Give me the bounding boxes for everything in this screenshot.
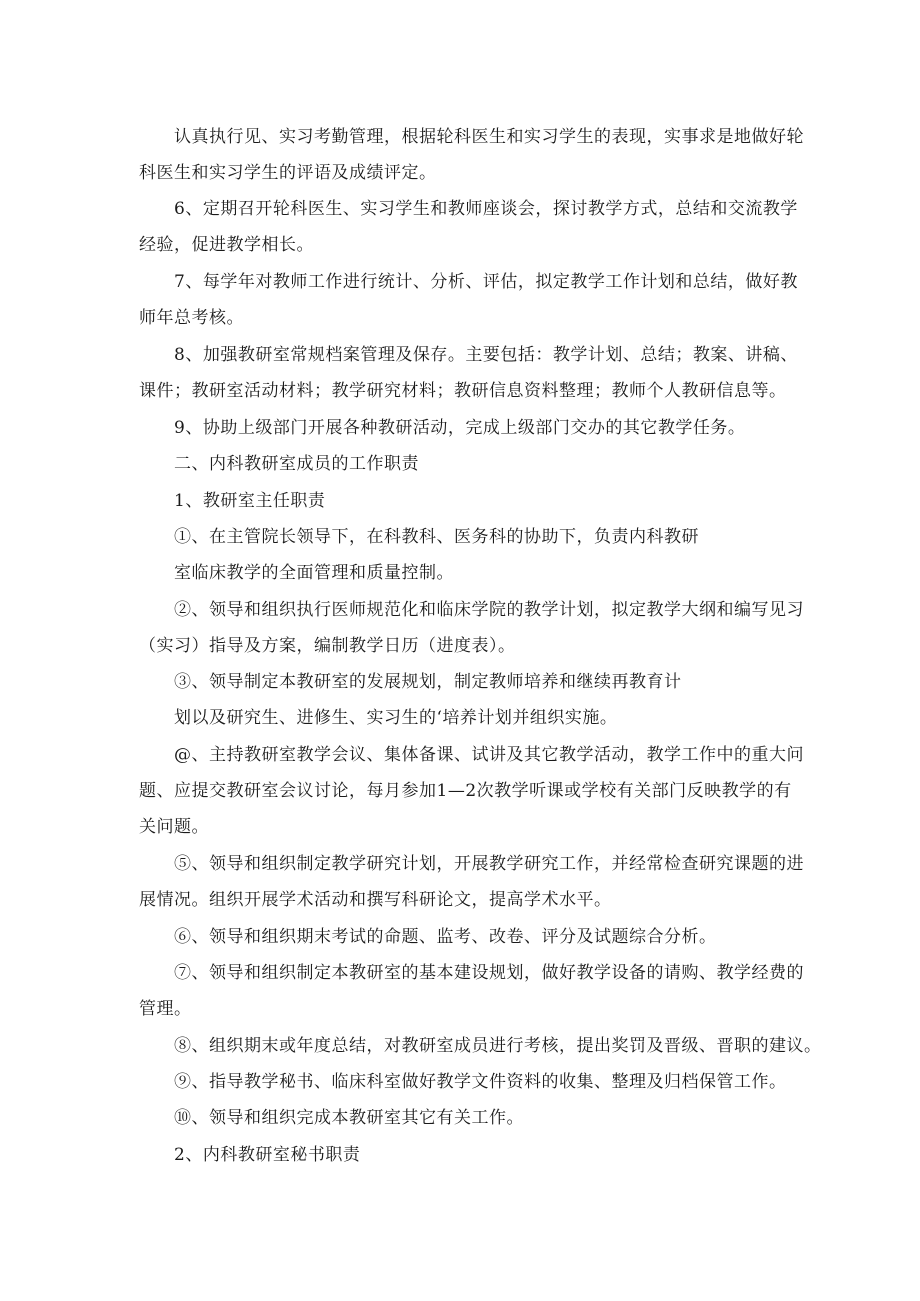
paragraph-line: ⑦、领导和组织制定本教研室的基本建设规划，做好教学设备的请购、教学经费的 — [174, 963, 804, 983]
paragraph-line: 7、每学年对教师工作进行统计、分析、评估，拟定教学工作计划和总结，做好教 — [174, 272, 798, 292]
paragraph-line: ⑨、指导教学秘书、临床科室做好教学文件资料的收集、整理及归档保管工作。 — [174, 1072, 787, 1092]
paragraph-line: 9、协助上级部门开展各种教研活动，完成上级部门交办的其它教学任务。 — [174, 418, 746, 438]
paragraph-line: 管理。 — [139, 999, 192, 1019]
paragraph-line: ②、领导和组织执行医师规范化和临床学院的教学计划，拟定教学大纲和编写见习 — [174, 600, 804, 620]
subsection-heading: 2、内科教研室秘书职责 — [174, 1145, 361, 1165]
paragraph-line: （实习）指导及方案，编制教学日历（进度表）。 — [139, 636, 516, 656]
paragraph-line: ⑩、领导和组织完成本教研室其它有关工作。 — [174, 1108, 524, 1128]
paragraph-line: ⑤、领导和组织制定教学研究计划，开展教学研究工作，并经常检查研究课题的进 — [174, 854, 804, 874]
paragraph-line: 认真执行见、实习考勤管理，根据轮科医生和实习学生的表现，实事求是地做好轮 — [174, 127, 804, 147]
paragraph-line: 关问题。 — [139, 817, 209, 837]
paragraph-line: 展情况。组织开展学术活动和撰写科研论文，提高学术水平。 — [139, 890, 612, 910]
paragraph-line: 科医生和实习学生的评语及成绩评定。 — [139, 163, 437, 183]
paragraph-line: 6、定期召开轮科医生、实习学生和教师座谈会，探讨教学方式，总结和交流教学 — [174, 199, 798, 219]
section-heading: 二、内科教研室成员的工作职责 — [174, 454, 419, 474]
subsection-heading: 1、教研室主任职责 — [174, 491, 326, 511]
paragraph-line: @、主持教研室教学会议、集体备课、试讲及其它教学活动，教学工作中的重大问 — [174, 745, 804, 765]
paragraph-line: 师年总考核。 — [139, 308, 244, 328]
paragraph-line: ③、领导制定本教研室的发展规划，制定教师培养和继续再教育计 — [174, 672, 682, 692]
paragraph-line: 题、应提交教研室会议讨论，每月参加1—2次教学听课或学校有关部门反映教学的有 — [139, 781, 792, 801]
paragraph-line: ⑧、组织期末或年度总结，对教研室成员进行考核，提出奖罚及晋级、晋职的建议。 — [174, 1036, 822, 1056]
paragraph-line: ⑥、领导和组织期末考试的命题、监考、改卷、评分及试题综合分析。 — [174, 927, 717, 947]
paragraph-line: ①、在主管院长领导下，在科教科、医务科的协助下，负责内科教研 — [174, 527, 699, 547]
paragraph-line: 8、加强教研室常规档案管理及保存。主要包括：教学计划、总结；教案、讲稿、 — [174, 345, 798, 365]
paragraph-line: 划以及研究生、进修生、实习生的‘培养计划并组织实施。 — [174, 708, 618, 728]
paragraph-line: 室临床教学的全面管理和质量控制。 — [174, 563, 454, 583]
paragraph-line: 经验，促进教学相长。 — [139, 235, 314, 255]
paragraph-line: 课件；教研室活动材料；教学研究材料；教研信息资料整理；教师个人教研信息等。 — [139, 381, 787, 401]
